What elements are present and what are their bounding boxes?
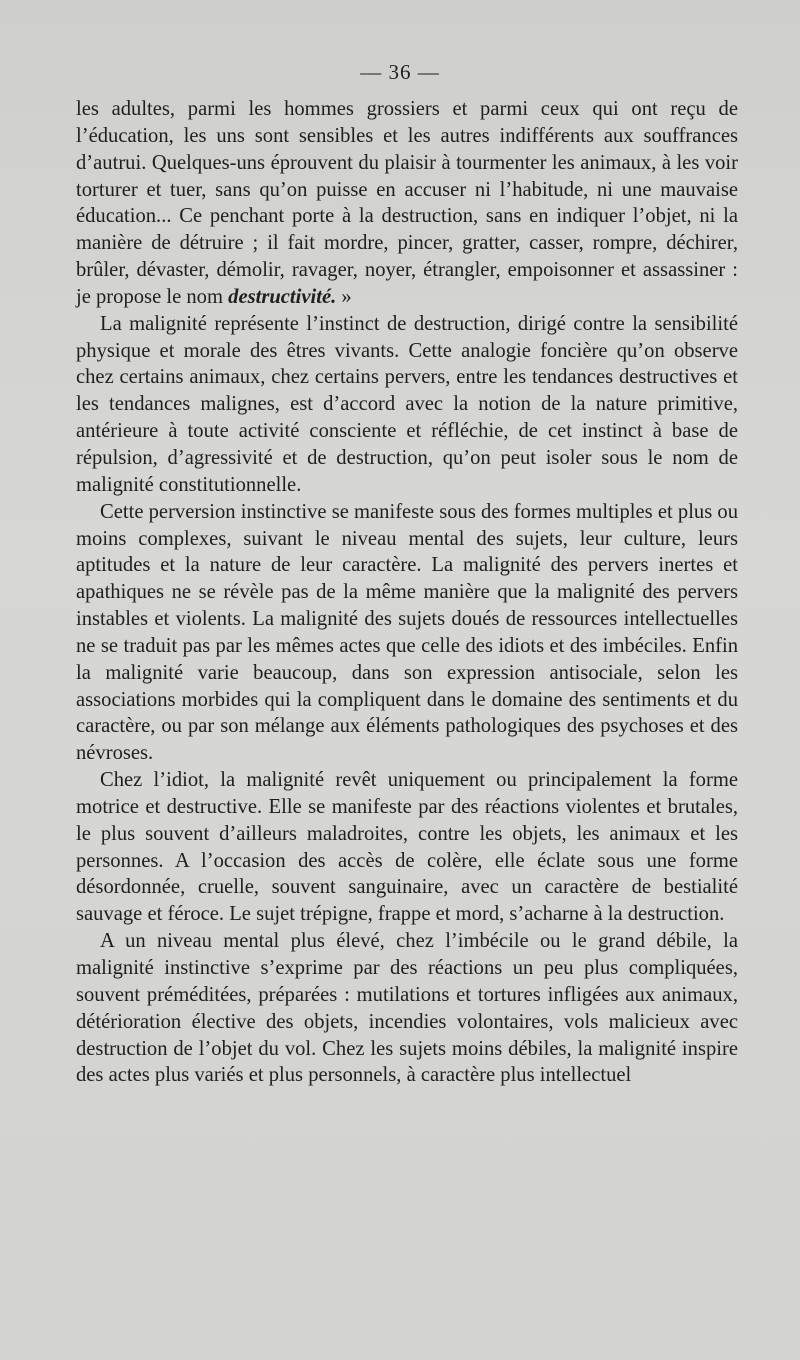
- body-text: [76, 96, 738, 1089]
- text-run: Cette perversion instinctive se manifeste sous des formes multiples et plus ou moins complexes, suivant le niveau mental des sujets, leur culture, leurs aptitudes et la nature de leur caractère. La malignité des pervers inertes et apathiques ne se révèle pas de la même manière que la malignité des pervers instables et violents. La malignité des sujets doués de ressources intellectuelles ne se traduit pas par les mêmes actes que celle des idiots et des imbéciles. Enfin la malignité varie beaucoup, dans son expression antisociale, selon les associations morbides qui la compliquent dans le domaine des sentiments et du caractère, ou par son mélange aux éléments pathologiques des psychoses et des névroses.: [76, 500, 738, 765]
- text-run: »: [336, 285, 352, 308]
- emphasized-term: destructivité.: [228, 285, 337, 308]
- text-run: les adultes, parmi les hommes grossiers et parmi ceux qui ont reçu de l’éducation, les uns sont sensibles et les autres indifférents aux souffrances d’autrui. Quelques-uns éprouvent du plaisir à tourmenter les animaux, à les voir torturer et tuer, sans qu’on puisse en accuser ni l’habitude, ni une mauvaise éducation... Ce penchant porte à la destruction, sans en indiquer l’objet, ni la manière de détruire ; il fait mordre, pincer, gratter, casser, rompre, déchirer, brûler, dévaster, démolir, ravager, noyer, étrangler, empoisonner et assassiner : je propose le nom: [76, 98, 738, 308]
- paragraph: [76, 928, 738, 1089]
- page-number: — 36 —: [360, 60, 440, 84]
- paragraph: [76, 767, 738, 928]
- paragraph: [76, 499, 738, 767]
- text-run: A un niveau mental plus élevé, chez l’imbécile ou le grand débile, la malignité instinctive s’exprime par des réactions un peu plus compliquées, souvent préméditées, préparées : mutilations et tortures infligées aux animaux, détérioration élective des objets, incendies volontaires, vols malicieux avec destruction de l’objet du vol. Chez les sujets moins débiles, la malignité inspire des actes plus variés et plus personnels, à caractère plus intellectuel: [76, 930, 738, 1087]
- paragraph: [76, 96, 738, 311]
- paragraph: [76, 311, 738, 499]
- text-run: La malignité représente l’instinct de destruction, dirigé contre la sensibilité physique et morale des êtres vivants. Cette analogie foncière qu’on observe chez certains animaux, chez certains pervers, entre les tendances destructives et les tendances malignes, est d’accord avec la notion de la nature primitive, antérieure à toute activité consciente et réfléchie, de cet instinct à base de répulsion, d’agressivité et de destruction, qu’on peut isoler sous le nom de malignité constitutionnelle.: [76, 312, 738, 496]
- text-run: Chez l’idiot, la malignité revêt uniquement ou principalement la forme motrice et destructive. Elle se manifeste par des réactions violentes et brutales, le plus souvent d’ailleurs maladroites, contre les objets, les animaux et les personnes. A l’occasion des accès de colère, elle éclate sous une forme désordonnée, cruelle, souvent sanguinaire, avec un caractère de bestialité sauvage et féroce. Le sujet trépigne, frappe et mord, s’acharne à la destruction.: [76, 769, 738, 926]
